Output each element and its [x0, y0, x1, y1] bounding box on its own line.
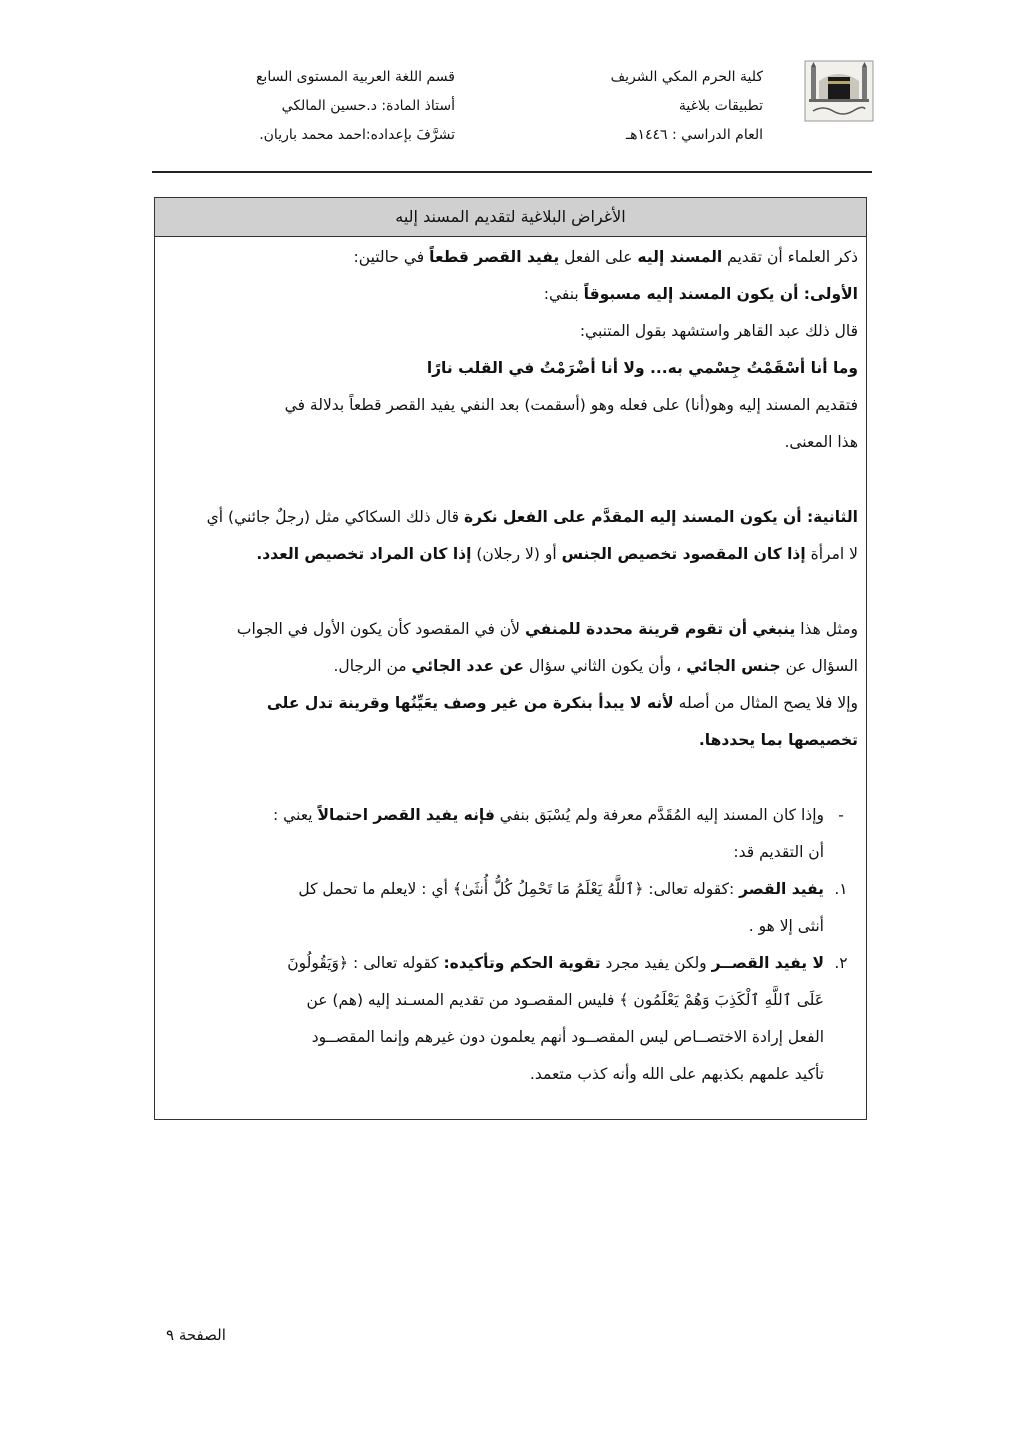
text-run: كقوله تعالى : ﴿وَيَقُولُونَ — [287, 954, 444, 972]
bold-run: لا يفيد القصــر — [711, 954, 824, 972]
department-level: قسم اللغة العربية المستوى السابع — [255, 69, 455, 85]
item-1-line-2: أنثى إلا هو . — [748, 917, 824, 935]
bullet-marker: - — [838, 806, 844, 824]
text-run: ولكن يفيد مجرد — [600, 954, 712, 972]
item-text — [167, 945, 824, 1093]
bullet-text — [167, 797, 824, 871]
numbered-item-2 — [167, 945, 858, 1093]
item-2-line-1 — [167, 945, 824, 982]
bold-run: إذا كان المراد تخصيص العدد. — [256, 545, 472, 563]
content-box — [154, 197, 867, 1120]
item-number: ٢. — [834, 954, 848, 972]
bold-run: المسند إليه — [637, 248, 723, 266]
instructor-name: أستاذ المادة: د.حسين المالكي — [281, 98, 455, 114]
paragraph-3-line-4 — [167, 722, 858, 759]
text-run: بنفي: — [543, 285, 584, 303]
bullet-line-1 — [167, 797, 824, 834]
page-header — [150, 55, 875, 155]
bold-run: تخصيصها بما يحددها. — [698, 731, 858, 749]
text-run: وإلا فلا يصح المثال من أصله — [673, 694, 858, 712]
paragraph-3-line-1 — [167, 611, 858, 648]
numbered-item-1 — [167, 871, 858, 945]
item-2-line-2: عَلَى ٱللَّهِ ٱلْكَذِبَ وَهُمْ يَعْلَمُون ﴾ فليس المقصـود من تقديم المسـند إليه (هم) عن — [306, 991, 824, 1009]
text-run: لأن في المقصود كأن يكون الأول في الجواب — [236, 620, 525, 638]
bold-run: ينبغي أن تقوم قرينة محددة للمنفي — [524, 620, 796, 638]
bullet-line-2: أن التقديم قد: — [733, 843, 824, 861]
text-run: قال ذلك السكاكي مثل (رجلٌ جائني) أي — [206, 508, 464, 526]
bold-run: لأنه لا يبدأ بنكرة من غير وصف يعَيِّنُها وقرينة تدل على — [266, 694, 674, 712]
box-body — [155, 237, 866, 1093]
box-title: الأغراض البلاغية لتقديم المسند إليه — [155, 198, 866, 237]
kaaba-logo-icon — [803, 59, 875, 123]
page-number: الصفحة ٩ — [166, 1326, 226, 1344]
text-run: ، وأن يكون الثاني سؤال — [523, 657, 687, 675]
first-case-heading — [167, 276, 858, 313]
item-text — [167, 871, 824, 945]
spacer — [167, 461, 858, 499]
bold-run: يفيد القصر قطعاً — [429, 248, 560, 266]
item-1-line-1 — [167, 871, 824, 908]
bold-run: الثانية: أن يكون المسند إليه المقدَّم على الفعل نكرة — [463, 508, 858, 526]
text-run: وإذا كان المسند إليه المُقَدَّم معرفة ولم يُسْبَق بنفي — [494, 806, 824, 824]
text-run: في حالتين: — [353, 248, 430, 266]
text-run: على الفعل — [559, 248, 638, 266]
bold-run: الأولى: أن يكون المسند إليه مسبوقاً — [583, 285, 858, 303]
second-case-line-1 — [167, 499, 858, 536]
item-2-line-4: تأكيد علمهم بكذبهم على الله وأنه كذب متعمد. — [529, 1065, 824, 1083]
item-number: ١. — [834, 880, 848, 898]
paragraph-3-line-3 — [167, 685, 858, 722]
spacer — [167, 573, 858, 611]
prepared-by: تشرَّفَ بإعداده:احمد محمد باريان. — [259, 127, 455, 143]
bold-run: جنس الجائي — [686, 657, 781, 675]
header-divider — [152, 171, 872, 173]
item-2-line-3: الفعل إرادة الاختصــاص ليس المقصــود أنهم يعلمون دون غيرهم وإنما المقصــود — [311, 1028, 824, 1046]
quote-intro: قال ذلك عبد القاهر واستشهد بقول المتنبي: — [579, 322, 858, 340]
text-run: يعني : — [273, 806, 318, 824]
bold-run: تقوية الحكم وتأكيده: — [443, 954, 601, 972]
spacer — [167, 759, 858, 797]
college-name: كلية الحرم المكي الشريف — [610, 69, 763, 85]
verse-line: وما أنا أسْقَمْتُ جِسْمي به... ولا أنا أضْرَمْتُ في القلب نارًا — [426, 359, 858, 377]
explanation-line-2: هذا المعنى. — [784, 433, 858, 451]
bold-run: عن عدد الجائي — [411, 657, 524, 675]
academic-year: العام الدراسي : ١٤٤٦هـ — [625, 127, 763, 143]
bold-run: يفيد القصر — [739, 880, 824, 898]
second-case-line-2 — [167, 536, 858, 573]
bold-run: إذا كان المقصود تخصيص الجنس — [561, 545, 806, 563]
intro-line — [167, 239, 858, 276]
text-run: لا امرأة — [805, 545, 858, 563]
paragraph-3-line-2 — [167, 648, 858, 685]
text-run: :كقوله تعالى: ﴿ٱللَّهُ يَعْلَمُ مَا تَحْمِلُ كُلُّ أُنثَىٰ﴾ أي : لايعلم ما تحمل كل — [298, 880, 740, 898]
text-run: السؤال عن — [780, 657, 858, 675]
course-name: تطبيقات بلاغية — [678, 98, 763, 114]
college-info — [611, 63, 763, 150]
department-info — [256, 63, 455, 150]
bold-run: فإنه يفيد القصر احتمالاً — [317, 806, 495, 824]
text-run: من الرجال. — [333, 657, 412, 675]
text-run: أو (لا رجلان) — [471, 545, 562, 563]
text-run: ومثل هذا — [795, 620, 858, 638]
text-run: ذكر العلماء أن تقديم — [722, 248, 858, 266]
bullet-item — [167, 797, 858, 871]
explanation-line-1: فتقديم المسند إليه وهو(أنا) على فعله وهو (أسقمت) بعد النفي يفيد القصر قطعاً بدلالة في — [284, 396, 858, 414]
